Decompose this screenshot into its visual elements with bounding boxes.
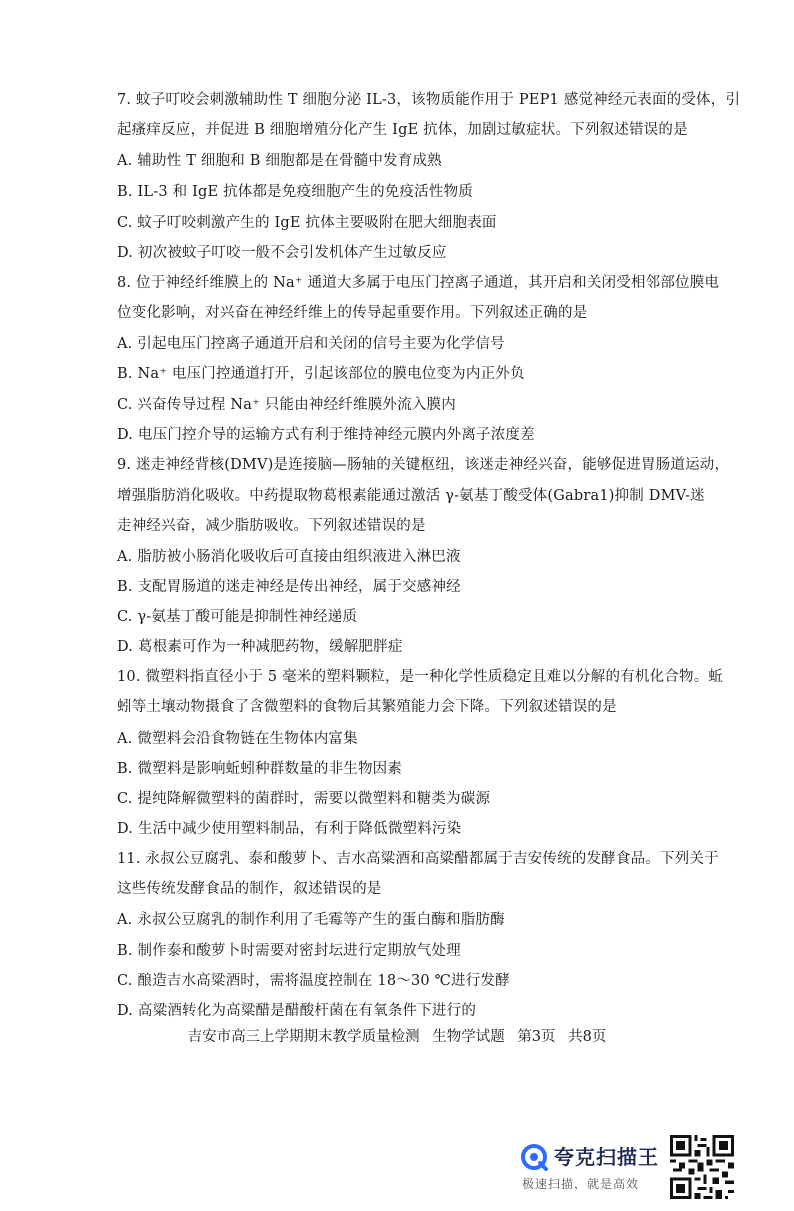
option-c: C. 蚊子叮咬刺激产生的 IgE 抗体主要吸附在肥大细胞表面: [117, 215, 497, 231]
option-b: B. 制作泰和酸萝卜时需要对密封坛进行定期放气处理: [117, 943, 461, 959]
question-stem-line: 位变化影响，对兴奋在神经纤维上的传导起重要作用。下列叙述正确的是: [117, 305, 588, 321]
question-stem-line: 8. 位于神经纤维膜上的 Na⁺ 通道大多属于电压门控离子通道，其开启和关闭受相邻部位膜电: [117, 275, 720, 291]
option-d: D. 生活中减少使用塑料制品，有利于降低微塑料污染: [117, 821, 462, 837]
footer-page-number: 第3页: [517, 1029, 556, 1045]
option-d: D. 电压门控介导的运输方式有利于维持神经元膜内外离子浓度差: [117, 427, 535, 443]
footer-total-pages: 共8页: [568, 1029, 607, 1045]
scanner-slogan: 极速扫描，就是高效: [522, 1177, 640, 1191]
question-stem-line: 这些传统发酵食品的制作，叙述错误的是: [117, 881, 382, 897]
question-stem-line: 10. 微塑料指直径小于 5 毫米的塑料颗粒，是一种化学性质稳定且难以分解的有机化合物。蚯: [117, 669, 724, 685]
option-a: A. 辅助性 T 细胞和 B 细胞都是在骨髓中发育成熟: [117, 153, 442, 169]
option-a: A. 永叔公豆腐乳的制作利用了毛霉等产生的蛋白酶和脂肪酶: [117, 912, 505, 928]
question-stem-line: 7. 蚊子叮咬会刺激辅助性 T 细胞分泌 IL-3，该物质能作用于 PEP1 感觉神经元表面的受体，引: [117, 92, 741, 108]
option-b: B. 微塑料是影响蚯蚓种群数量的非生物因素: [117, 761, 403, 777]
question-stem-line: 起瘙痒反应，并促进 B 细胞增殖分化产生 IgE 抗体，加剧过敏症状。下列叙述错误的是: [117, 122, 688, 138]
option-a: A. 微塑料会沿食物链在生物体内富集: [117, 731, 358, 747]
option-d: D. 初次被蚊子叮咬一般不会引发机体产生过敏反应: [117, 245, 447, 261]
question-stem-line: 蚓等土壤动物摄食了含微塑料的食物后其繁殖能力会下降。下列叙述错误的是: [117, 699, 617, 715]
question-stem-line: 11. 永叔公豆腐乳、泰和酸萝卜、吉水高粱酒和高粱醋都属于吉安传统的发酵食品。下列关于: [117, 851, 719, 867]
option-b: B. Na⁺ 电压门控通道打开，引起该部位的膜电位变为内正外负: [117, 366, 525, 382]
question-stem-line: 9. 迷走神经背核(DMV)是连接脑—肠轴的关键枢纽，该迷走神经兴奋，能够促进胃肠道运动，: [117, 457, 730, 473]
option-c: C. 酿造吉水高粱酒时，需将温度控制在 18～30 ℃进行发酵: [117, 973, 510, 989]
page-footer: [0, 1025, 794, 1046]
option-d: D. 葛根素可作为一种减肥药物，缓解肥胖症: [117, 639, 403, 655]
option-c: C. γ-氨基丁酸可能是抑制性神经递质: [117, 609, 358, 625]
option-a: A. 脂肪被小肠消化吸收后可直接由组织液进入淋巴液: [117, 549, 461, 565]
quark-logo-icon: [520, 1143, 548, 1171]
option-b: B. IL-3 和 IgE 抗体都是免疫细胞产生的免疫活性物质: [117, 184, 473, 200]
question-stem-line: 增强脂肪消化吸收。中药提取物葛根素能通过激活 γ-氨基丁酸受体(Gabra1)抑制 DMV-迷: [117, 488, 705, 504]
qr-code-icon: [670, 1135, 734, 1199]
option-d: D. 高粱酒转化为高粱醋是醋酸杆菌在有氧条件下进行的: [117, 1003, 477, 1019]
option-a: A. 引起电压门控离子通道开启和关闭的信号主要为化学信号: [117, 336, 505, 352]
option-c: C. 提纯降解微塑料的菌群时，需要以微塑料和糖类为碳源: [117, 791, 491, 807]
footer-exam-title: 吉安市高三上学期期末教学质量检测: [187, 1029, 420, 1045]
scanner-brand: 夸克扫描王: [554, 1145, 659, 1169]
option-b: B. 支配胃肠道的迷走神经是传出神经，属于交感神经: [117, 579, 461, 595]
question-stem-line: 走神经兴奋，减少脂肪吸收。下列叙述错误的是: [117, 518, 426, 534]
option-c: C. 兴奋传导过程 Na⁺ 只能由神经纤维膜外流入膜内: [117, 397, 456, 413]
footer-subject: 生物学试题: [432, 1029, 505, 1045]
scanner-watermark: [520, 1135, 780, 1195]
